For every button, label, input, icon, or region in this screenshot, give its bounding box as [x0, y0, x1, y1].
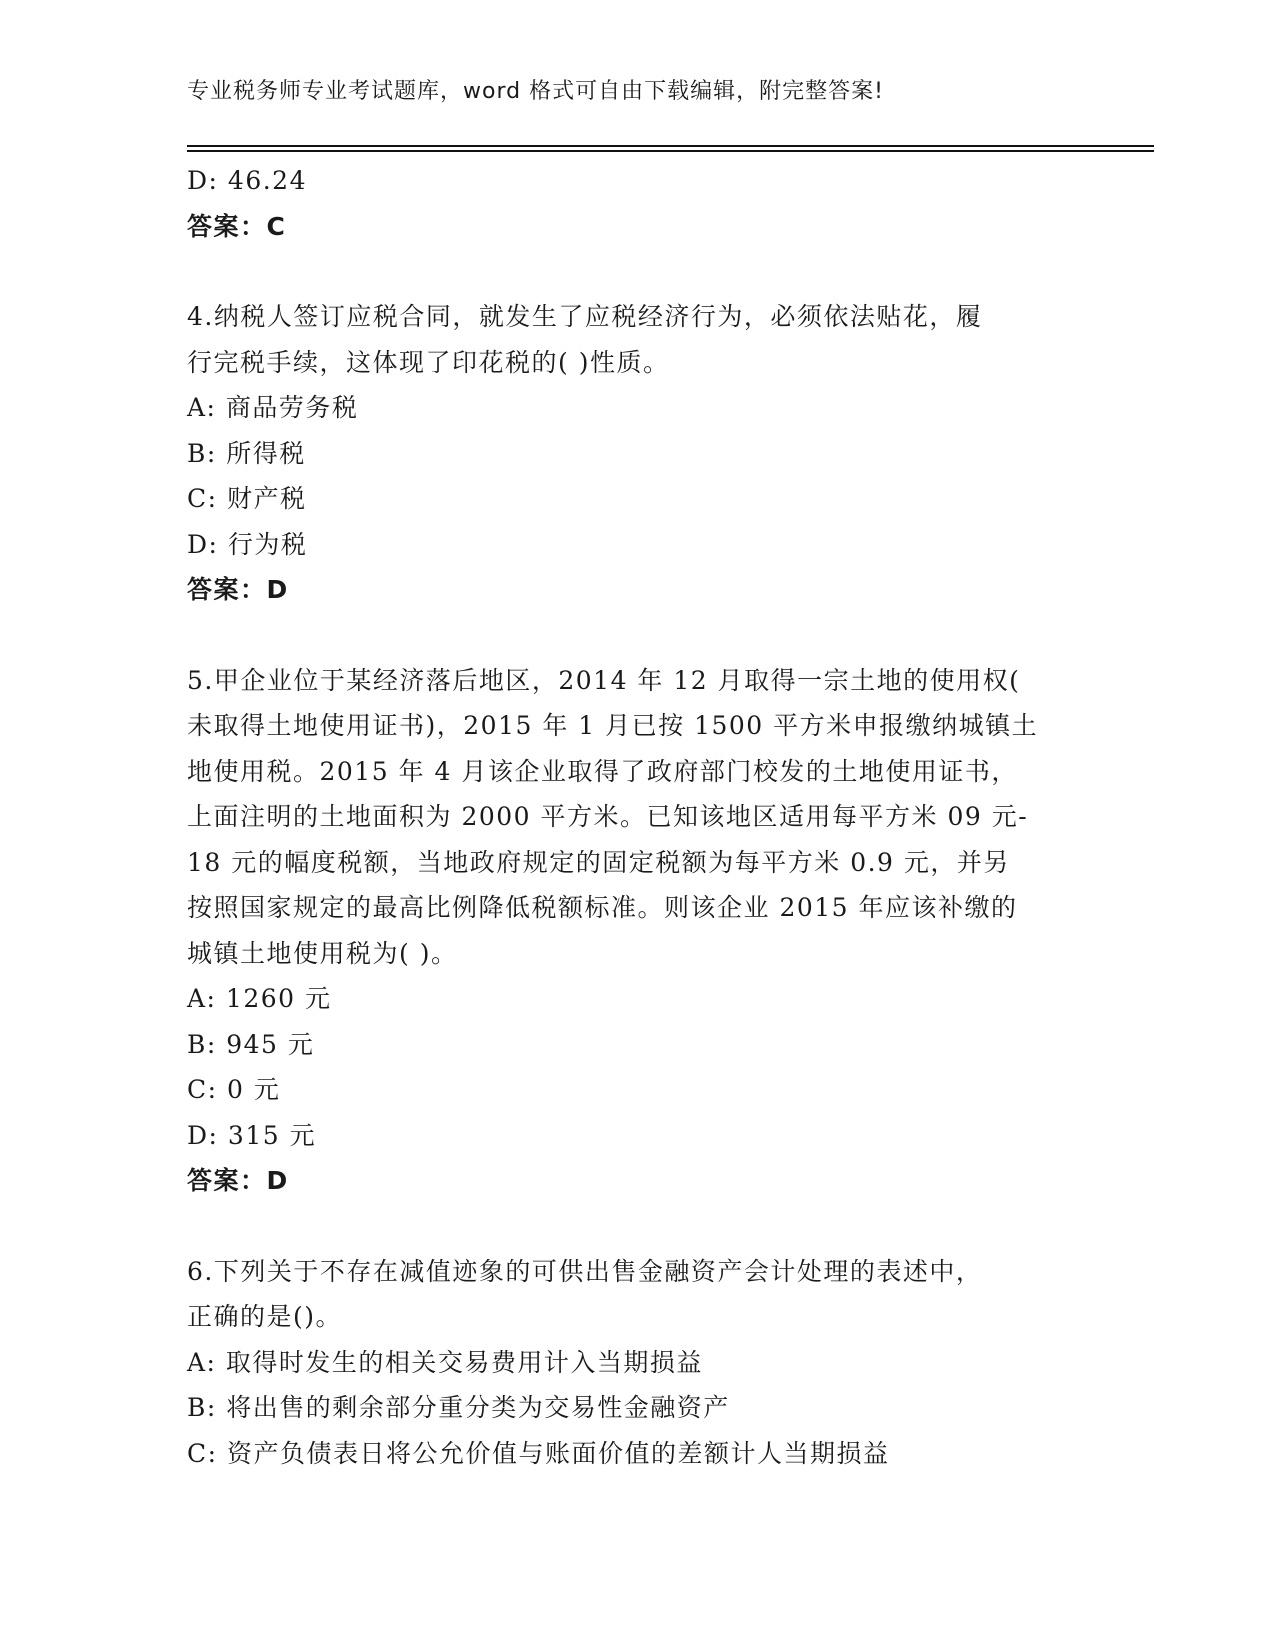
question-stem: 6.下列关于不存在减值迹象的可供出售金融资产会计处理的表述中， [187, 1256, 983, 1286]
question-stem: 5.甲企业位于某经济落后地区，2014 年 12 月取得一宗土地的使用权( [187, 665, 1021, 695]
question-stem: 上面注明的土地面积为 2000 平方米。已知该地区适用每平方米 09 元- [187, 802, 1029, 831]
question-stem: 行完税手续，这体现了印花税的( )性质。 [187, 347, 670, 377]
option-b: B: 945 元 [187, 1029, 315, 1059]
option-d: D: 行为税 [187, 529, 308, 559]
question-stem: 按照国家规定的最高比例降低税额标准。则该企业 2015 年应该补缴的 [187, 893, 1018, 922]
question-stem: 未取得土地使用证书)，2015 年 1 月已按 1500 平方米申报缴纳城镇土 [187, 711, 1039, 740]
option-c: C: 0 元 [187, 1075, 281, 1104]
option-a: A: 商品劳务税 [187, 393, 359, 422]
header-rule-secondary [187, 150, 1154, 152]
question-stem: 4.纳税人签订应税合同，就发生了应税经济行为，必须依法贴花，履 [187, 302, 983, 331]
answer: 答案：D [187, 1166, 289, 1195]
question-6 [187, 1249, 1067, 1477]
question-5 [187, 658, 1067, 1204]
question-stem: 正确的是()。 [187, 1302, 343, 1331]
answer: 答案：D [187, 575, 289, 604]
page-header: 专业税务师专业考试题库，word 格式可自由下载编辑，附完整答案! [187, 79, 884, 104]
option-a: A: 1260 元 [187, 984, 332, 1013]
option-b: B: 将出售的剩余部分重分类为交易性金融资产 [187, 1393, 730, 1422]
question-stem: 城镇土地使用税为( )。 [187, 938, 458, 968]
header-rule [187, 145, 1154, 147]
question-content [187, 158, 1067, 1476]
option-b: B: 所得税 [187, 438, 306, 468]
question-stem: 地使用税。2015 年 4 月该企业取得了政府部门校发的土地使用证书， [187, 756, 1018, 786]
prev-option-d: D: 46.24 [187, 166, 307, 195]
option-a: A: 取得时发生的相关交易费用计入当期损益 [187, 1347, 703, 1377]
question-stem: 18 元的幅度税额，当地政府规定的固定税额为每平方米 0.9 元，并另 [187, 847, 1010, 877]
prev-answer: 答案：C [187, 211, 287, 241]
option-c: C: 资产负债表日将公允价值与账面价值的差额计人当期损益 [187, 1438, 890, 1468]
question-4 [187, 294, 1067, 613]
option-d: D: 315 元 [187, 1120, 317, 1150]
option-c: C: 财产税 [187, 484, 307, 513]
